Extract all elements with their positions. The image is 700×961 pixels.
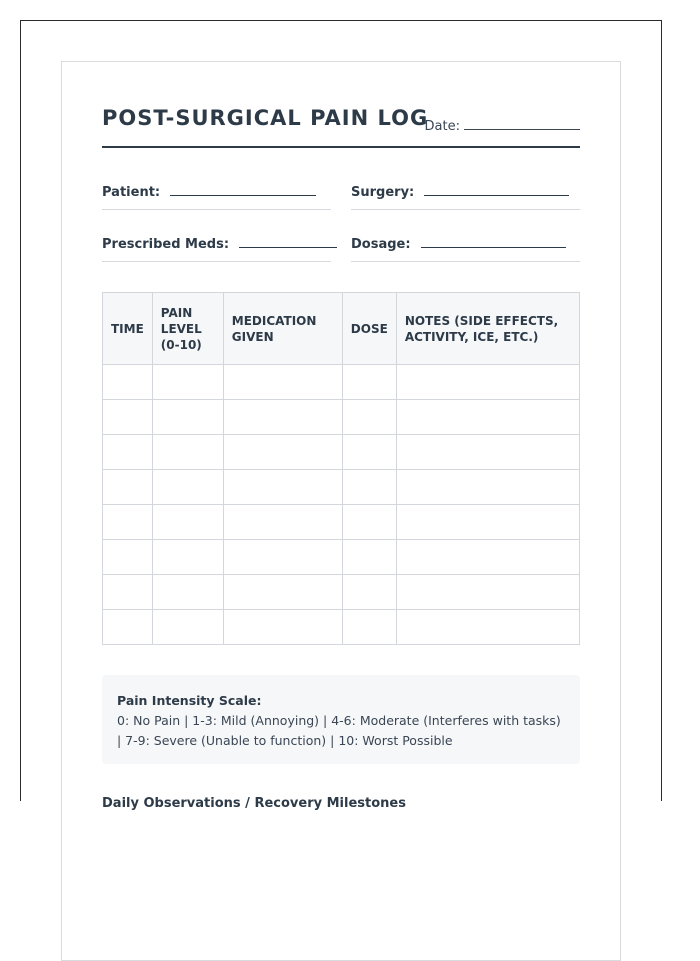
dose-cell[interactable] <box>342 365 396 400</box>
notes-cell[interactable] <box>396 400 579 435</box>
time-cell[interactable] <box>103 610 153 645</box>
pain-level-cell[interactable] <box>152 505 223 540</box>
dosage-label: Dosage: <box>351 237 411 252</box>
medication-cell[interactable] <box>223 575 342 610</box>
pain-level-cell[interactable] <box>152 610 223 645</box>
column-header-notes: NOTES (SIDE EFFECTS, ACTIVITY, ICE, ETC.) <box>396 293 579 365</box>
page-title: POST-SURGICAL PAIN LOG <box>102 106 429 130</box>
time-cell[interactable] <box>103 540 153 575</box>
notes-cell[interactable] <box>396 505 579 540</box>
notes-cell[interactable] <box>396 470 579 505</box>
dosage-field <box>351 236 580 262</box>
notes-cell[interactable] <box>396 575 579 610</box>
date-input-line[interactable] <box>464 118 580 130</box>
time-cell[interactable] <box>103 575 153 610</box>
patient-field <box>102 184 331 210</box>
date-label: Date: <box>424 119 460 134</box>
pain-level-cell[interactable] <box>152 435 223 470</box>
daily-observations-heading: Daily Observations / Recovery Milestones <box>102 796 406 811</box>
medication-cell[interactable] <box>223 470 342 505</box>
dose-cell[interactable] <box>342 435 396 470</box>
pain-log-page <box>61 61 621 961</box>
notes-cell[interactable] <box>396 435 579 470</box>
table-row <box>103 540 580 575</box>
medication-cell[interactable] <box>223 400 342 435</box>
table-row <box>103 435 580 470</box>
table-row <box>103 505 580 540</box>
dose-cell[interactable] <box>342 575 396 610</box>
time-cell[interactable] <box>103 400 153 435</box>
pain-scale-title: Pain Intensity Scale: <box>117 693 262 708</box>
document-header <box>102 104 580 148</box>
table-row <box>103 575 580 610</box>
column-header-pain-level: PAIN LEVEL (0-10) <box>152 293 223 365</box>
pain-level-cell[interactable] <box>152 575 223 610</box>
time-cell[interactable] <box>103 365 153 400</box>
pain-log-table <box>102 292 580 645</box>
time-cell[interactable] <box>103 505 153 540</box>
table-row <box>103 365 580 400</box>
dose-cell[interactable] <box>342 610 396 645</box>
medication-cell[interactable] <box>223 540 342 575</box>
dose-cell[interactable] <box>342 470 396 505</box>
dose-cell[interactable] <box>342 400 396 435</box>
pain-scale-description: 0: No Pain | 1-3: Mild (Annoying) | 4-6: Moderate (Interferes with tasks) | 7-9: Severe (Unable to function) | 10: Worst Possible <box>117 713 561 748</box>
notes-cell[interactable] <box>396 540 579 575</box>
pain-level-cell[interactable] <box>152 470 223 505</box>
dose-cell[interactable] <box>342 505 396 540</box>
medication-cell[interactable] <box>223 505 342 540</box>
surgery-input-line[interactable] <box>424 184 569 196</box>
pain-level-cell[interactable] <box>152 365 223 400</box>
pain-level-cell[interactable] <box>152 400 223 435</box>
notes-cell[interactable] <box>396 610 579 645</box>
medication-cell[interactable] <box>223 435 342 470</box>
patient-input-line[interactable] <box>170 184 316 196</box>
dosage-input-line[interactable] <box>421 236 566 248</box>
pain-level-cell[interactable] <box>152 540 223 575</box>
surgery-field <box>351 184 580 210</box>
column-header-dose: DOSE <box>342 293 396 365</box>
prescribed-meds-input-line[interactable] <box>239 236 337 248</box>
column-header-medication: MEDICATION GIVEN <box>223 293 342 365</box>
document-viewport <box>20 20 662 811</box>
date-field <box>425 118 580 134</box>
time-cell[interactable] <box>103 435 153 470</box>
prescribed-meds-label: Prescribed Meds: <box>102 237 230 252</box>
medication-cell[interactable] <box>223 365 342 400</box>
medication-cell[interactable] <box>223 610 342 645</box>
table-row <box>103 610 580 645</box>
dose-cell[interactable] <box>342 540 396 575</box>
notes-cell[interactable] <box>396 365 579 400</box>
table-row <box>103 470 580 505</box>
pain-intensity-scale-panel <box>102 675 580 764</box>
surgery-label: Surgery: <box>351 185 415 200</box>
prescribed-meds-field <box>102 236 331 262</box>
table-row <box>103 400 580 435</box>
patient-label: Patient: <box>102 185 161 200</box>
column-header-time: TIME <box>103 293 153 365</box>
table-header-row <box>103 293 580 365</box>
time-cell[interactable] <box>103 470 153 505</box>
